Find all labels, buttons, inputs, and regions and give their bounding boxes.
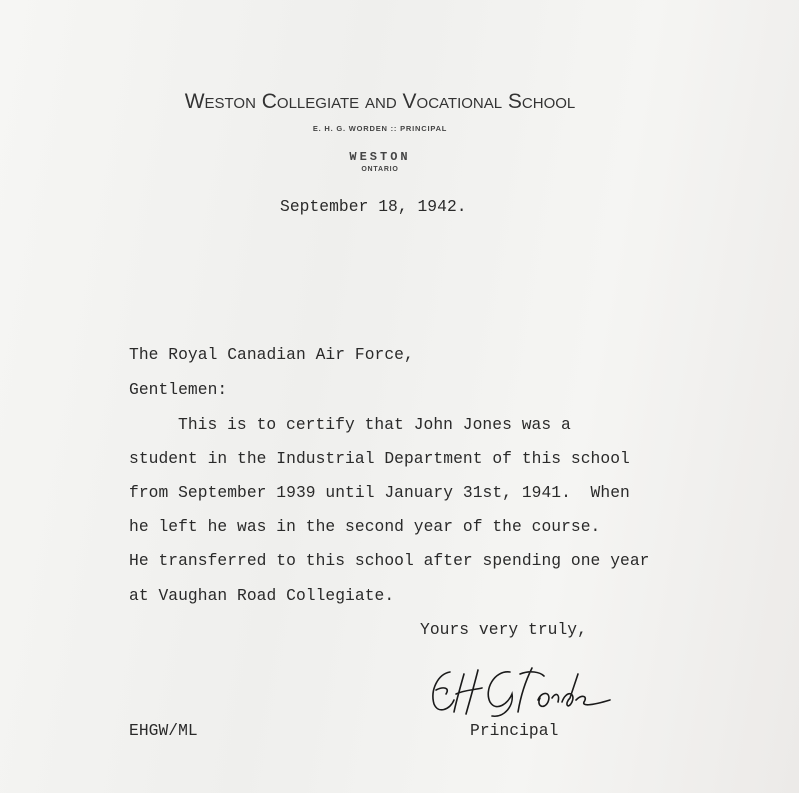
reference-initials: EHGW/ML [129,721,198,740]
body-line: he left he was in the second year of the course. [129,517,601,536]
recipient: The Royal Canadian Air Force, [129,345,414,364]
salutation: Gentlemen: [129,380,228,399]
principal-line: E. H. G. WORDEN :: PRINCIPAL [312,124,448,133]
town: WESTON [349,150,411,164]
body-line: This is to certify that John Jones was a [178,415,571,434]
school-name: Weston Collegiate and Vocational School [184,90,576,113]
body-line: He transferred to this school after spending one year [129,551,650,570]
signature-image [420,660,620,720]
signer-title: Principal [470,721,559,740]
body-line: student in the Industrial Department of this school [129,449,630,468]
province: ONTARIO [361,166,399,173]
body-line: from September 1939 until January 31st, 1941. When [129,483,630,502]
letter-date: September 18, 1942. [280,197,467,216]
closing: Yours very truly, [420,620,587,639]
body-line: at Vaughan Road Collegiate. [129,586,395,605]
